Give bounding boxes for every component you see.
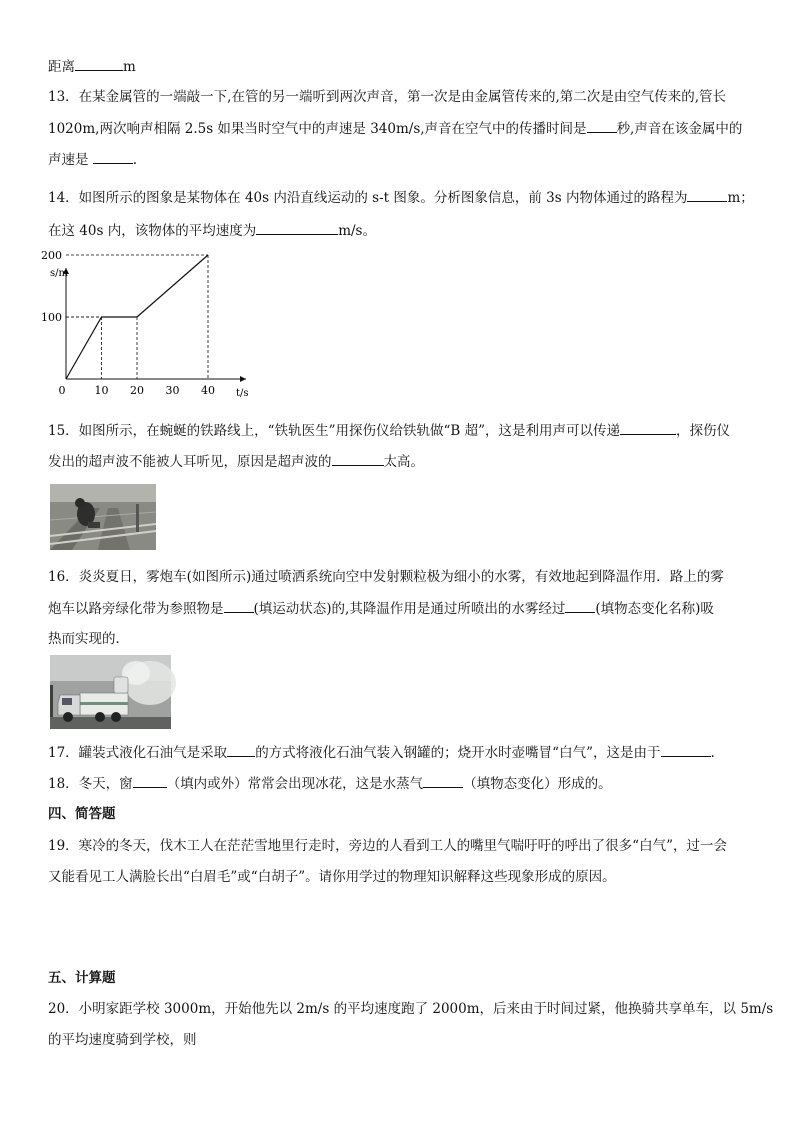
answer-blank <box>620 420 676 435</box>
q18: 18．冬天，窗 （填内或外）常常会出现冰花，这是水蒸气 （填物态变化）形成的。 <box>48 773 612 794</box>
answer-blank <box>224 598 254 613</box>
q19-line-2: 又能看见工人满脸长出“白眉毛”或“白胡子”。请你用学过的物理知识解释这些现象形成的原因。 <box>48 869 616 885</box>
x-axis-label: t/s <box>236 388 249 399</box>
q13-line-2: 1020m,两次响声相隔 2.5s 如果当时空气中的声速是 340m/s,声音在空气中的传播时间是 秒,声音在该金属中的 <box>48 118 742 139</box>
answer-blank <box>332 451 384 466</box>
y-axis-label: s/m <box>50 268 68 279</box>
q17: 17．罐装式液化石油气是采取 的方式将液化石油气装入钢罐的；烧开水时壶嘴冒“白气”，这是由于 . <box>48 742 715 763</box>
answer-blank <box>565 598 595 613</box>
q14-line-2: 在这 40s 内，该物体的平均速度为 m/s。 <box>48 220 376 241</box>
q16-line-2: 炮车以路旁绿化带为参照物是 (填运动状态)的,其降温作用是通过所喷出的水雾经过 (填物态变化名称)吸 <box>48 598 714 619</box>
q20-line-1: 20．小明家距学校 3000m，开始他先以 2m/s 的平均速度跑了 2000m，后来由于时间过紧，他换骑共享单车，以 5m/s <box>48 1001 774 1017</box>
q14-line-1: 14．如图所示的图象是某物体在 40s 内沿直线运动的 s-t 图象。分析图象信息，前 3s 内物体通过的路程为 m； <box>48 187 754 208</box>
answer-blank <box>587 118 617 133</box>
answer-blank <box>75 56 123 71</box>
answer-blank <box>256 220 338 235</box>
q16-line-1: 16．炎炎夏日，雾炮车(如图所示)通过喷洒系统向空中发射颗粒极为细小的水雾，有效地起到降温作用．路上的雾 <box>48 569 724 585</box>
q15-line-2: 发出的超声波不能被人耳听见，原因是超声波的 太高。 <box>48 451 424 472</box>
fog-cannon-truck-photo <box>50 655 171 729</box>
q13-line-1: 13．在某金属管的一端敲一下,在管的另一端听到两次声音，第一次是由金属管传来的,第二次是由空气传来的,管长 <box>48 89 727 105</box>
section-heading-calculation: 五、计算题 <box>48 970 116 986</box>
x-tick-label: 30 <box>165 384 180 397</box>
s-t-chart <box>41 249 256 402</box>
y-tick-label: 200 <box>41 249 62 262</box>
q19-line-1: 19．寒冷的冬天，伐木工人在茫茫雪地里行走时，旁边的人看到工人的嘴里气喘吁吁的呼出了很多“白气”，过一会 <box>48 838 727 854</box>
answer-blank <box>661 742 711 757</box>
answer-blank <box>227 742 255 757</box>
answer-blank <box>133 773 167 788</box>
q15-line-1: 15．如图所示，在蜿蜒的铁路线上，“铁轨医生”用探伤仪给铁轨做“B 超”，这是利用声可以传递 ，探伤仪 <box>48 420 730 441</box>
q20-line-2: 的平均速度骑到学校，则 <box>48 1032 197 1048</box>
y-tick-label: 100 <box>41 311 62 324</box>
q12-tail: 距离 m <box>48 56 136 77</box>
section-heading-short-answer: 四、简答题 <box>48 806 116 822</box>
answer-blank <box>687 187 727 202</box>
q16-line-3: 热而实现的． <box>48 631 129 647</box>
railway-inspector-photo <box>50 484 156 550</box>
x-tick-label: 40 <box>201 384 215 397</box>
q13-line-3: 声速是 . <box>48 149 137 170</box>
x-tick-label: 10 <box>94 384 109 397</box>
answer-blank <box>423 773 463 788</box>
x-tick-label: 20 <box>130 384 144 397</box>
answer-blank <box>93 149 133 164</box>
x-tick-label: 0 <box>58 384 66 397</box>
